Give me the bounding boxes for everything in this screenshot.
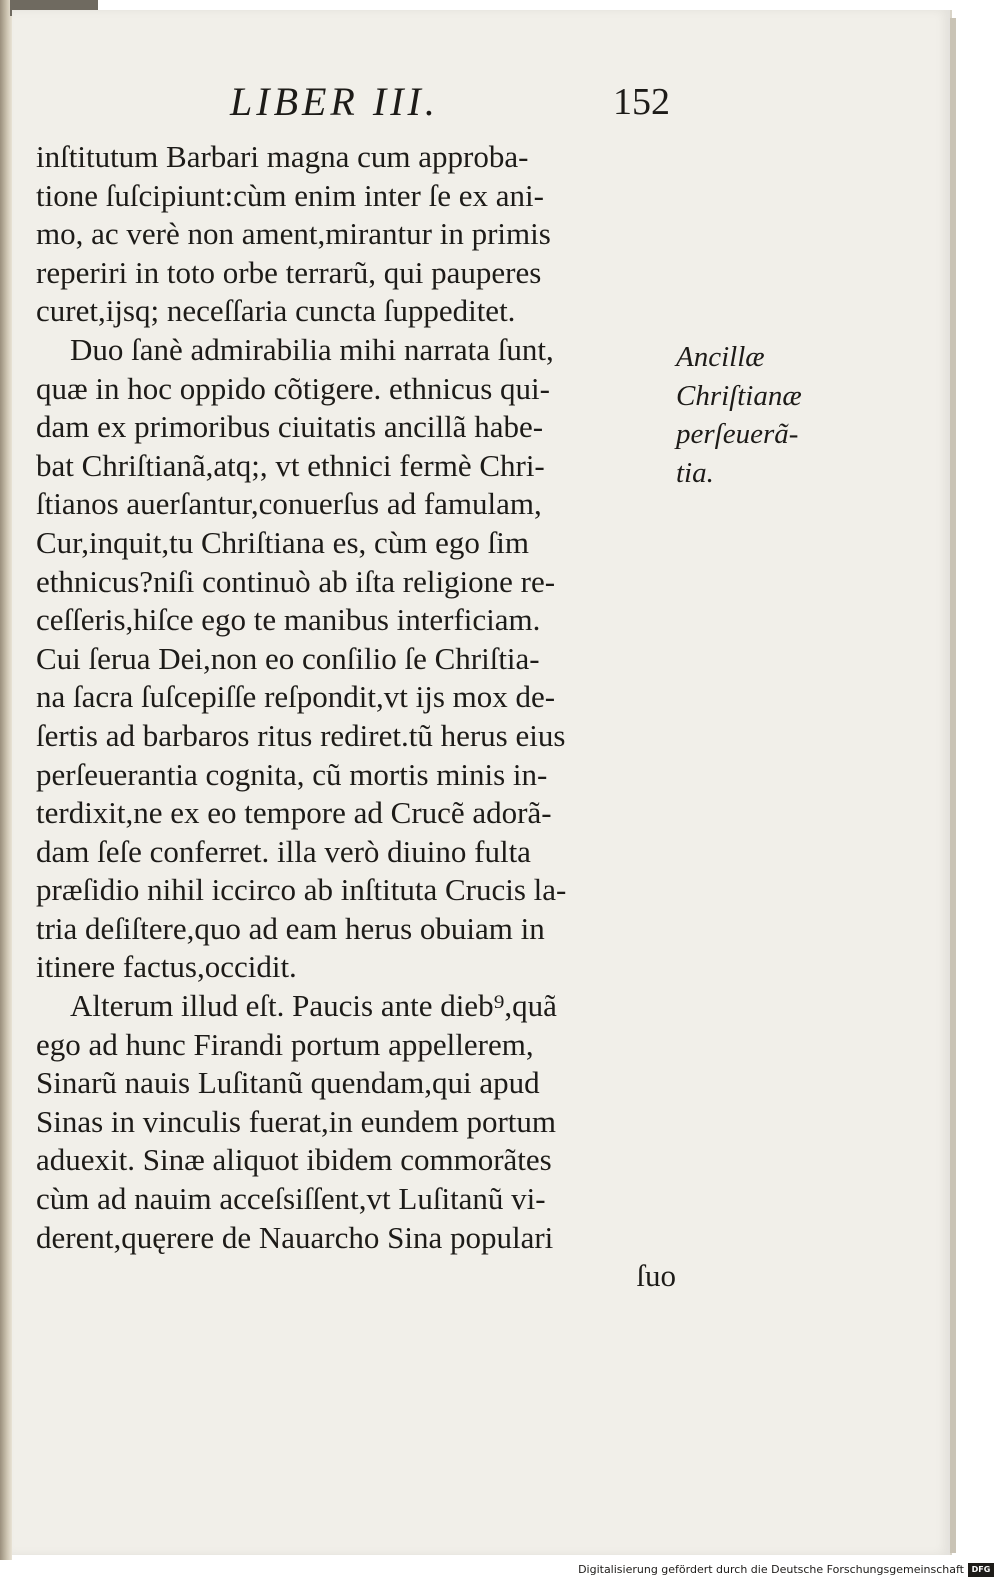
text-line: perſeuerantia cognita, cũ mortis minis in- [36,756,548,792]
text-line: terdixit,ne ex eo tempore ad Crucẽ adorã- [36,795,552,831]
marginal-note-line: perſeuerã- [676,418,799,451]
page-header [230,78,670,128]
text-line: cùm ad nauim acceſsiſſent,vt Luſitanũ vi- [36,1181,546,1217]
text-line: na ſacra ſuſcepiſſe reſpondit,vt ijs mox de- [36,679,556,715]
text-line: Alterum illud eſt. Paucis ante dieb⁹,quã [70,988,557,1024]
marginal-note [676,338,836,492]
digitization-footer [0,1560,1000,1583]
main-text-block [36,138,676,1296]
text-line: aduexit. Sinæ aliquot ibidem commorãtes [36,1142,552,1178]
text-line: inſtitutum Barbari magna cum approba- [36,139,529,174]
text-line: dam ſeſe conferret. illa verò diuino fulta [36,833,531,869]
text-line: Sinas in vinculis fuerat,in eundem portum [36,1103,557,1139]
text-line: Cur,inquit,tu Chriſtiana es, cùm ego ſim [36,524,529,560]
page-number: 152 [613,81,670,123]
text-line: dam ex primoribus ciuitatis ancillã habe- [36,409,544,445]
text-line: ſertis ad barbaros ritus rediret.tũ herus eius [36,717,566,753]
text-line: Cui ſerua Dei,non eo conſilio ſe Chriſtia- [36,640,540,676]
marginal-note-line: tia. [676,456,714,489]
text-line: Sinarũ nauis Luſitanũ quendam,qui apud [36,1065,540,1101]
text-line: curet,ijsq; neceſſaria cuncta ſuppeditet. [36,293,516,329]
text-line: tione ſuſcipiunt:cùm enim inter ſe ex ani- [36,177,544,213]
text-line: derent,quęrere de Nauarcho Sina populari [36,1219,554,1255]
text-line: tria deſiſtere,quo ad eam herus obuiam in [36,910,545,946]
text-line: ethnicus?niſi continuò ab iſta religione re- [36,563,556,599]
text-line: mo, ac verè non ament,mirantur in primis [36,216,551,252]
dfg-logo: DFG [968,1563,994,1577]
marginal-note-line: Ancillæ [676,341,765,373]
book-edge [0,0,12,1560]
text-line: itinere factus,occidit. [36,949,297,985]
running-title: LIBER III. [230,79,439,124]
text-line: ceſſeris,hiſce ego te manibus interficiam. [36,602,541,638]
text-line: bat Chriſtianã,atq;, vt ethnici fermè Chri- [36,447,545,483]
text-line: Duo ſanè admirabilia mihi narrata ſunt, [70,331,554,367]
text-line: ſtianos auerſantur,conuerſus ad famulam, [36,486,542,522]
marginal-note-line: Chriſtianæ [676,379,802,412]
text-line: præſidio nihil iccirco ab inſtituta Crucis la- [36,872,567,908]
text-line: ego ad hunc Firandi portum appellerem, [36,1026,534,1062]
funding-credit: Digitalisierung gefördert durch die Deutsche Forschungsgemeinschaft [578,1563,964,1576]
catchword: ſuo [636,1258,676,1294]
text-line: quæ in hoc oppido cõtigere. ethnicus qui- [36,370,550,406]
text-line: reperiri in toto orbe terrarũ, qui pauperes [36,254,542,290]
page-edge-shadow [950,18,956,1553]
